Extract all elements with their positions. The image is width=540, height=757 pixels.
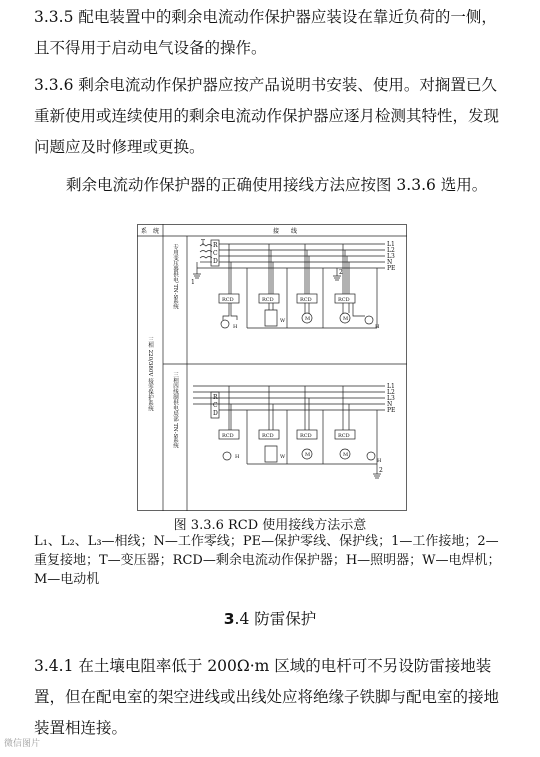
ground-label-2: 2 [339, 269, 343, 276]
rcd-label-7: RCD [300, 433, 312, 439]
motor-label-4: M [343, 452, 349, 458]
lamp-label-3: H [235, 454, 240, 460]
ground-label-2b: 2 [379, 467, 383, 474]
line-label-l3-2: L3 [387, 395, 395, 402]
row2-label: 三相四线制供电局部 TN-S系统 [172, 372, 178, 449]
section-heading [0, 607, 540, 629]
lamp-symbol-4 [367, 452, 375, 460]
line-label-pe-2: PE [387, 407, 396, 414]
rcd-label-2: RCD [262, 297, 274, 303]
welder-label-1: W [280, 318, 286, 324]
lamp-symbol-1 [221, 320, 229, 328]
clause-number: 3.3.6 [34, 76, 74, 94]
lamp-label-1: H [233, 324, 238, 330]
figure-caption: 图 3.3.6 RCD 使用接线方法示意 [173, 518, 367, 533]
lamp-symbol-3 [223, 452, 231, 460]
clause-text: 剩余电流动作保护器应按产品说明书安装、使用。对搁置已久重新使用或连续使用的剩余电流动作保护器应逐月检测其特性，发现问题应及时修理或更换。 [34, 76, 500, 156]
row2-circuit [193, 386, 385, 478]
line-label-n: N [387, 259, 393, 266]
motor-label-2: M [343, 316, 349, 322]
clause-3-4-1 [34, 651, 512, 744]
rcd-letter-c: C [213, 250, 218, 257]
rcd-label-1: RCD [222, 297, 234, 303]
line-label-l1-2: L1 [387, 383, 395, 390]
rcd-letter-c-2: C [213, 402, 218, 409]
head-wiring: 接 线 [272, 228, 298, 235]
line-label-pe: PE [387, 265, 396, 272]
line-label-l2: L2 [387, 247, 395, 254]
system-label: 三相 220/380V 接零保护系统 [147, 336, 153, 412]
clause-number: 3.3.5 [34, 8, 74, 26]
rcd-label-8: RCD [338, 433, 350, 439]
section-number: 3 [223, 610, 235, 628]
ground-label-1: 1 [191, 279, 195, 286]
clause-text: 配电装置中的剩余电流动作保护器应装设在靠近负荷的一侧，且不得用于启动电气设备的操作。 [34, 8, 497, 57]
clause-text: 在土壤电阻率低于 200Ω·m 区域的电杆可不另设防雷接地装置，但在配电室的架空进线或出线处应将绝缘子铁脚与配电室的接地装置相连接。 [34, 657, 500, 737]
section-number-rest: .4 [234, 610, 250, 628]
clause-3-3-5 [34, 2, 512, 64]
head-system: 系 统 [140, 228, 160, 235]
line-label-l1: L1 [387, 241, 395, 248]
line-label-l2-2: L2 [387, 389, 395, 396]
rcd-label-4: RCD [338, 297, 350, 303]
figure-intro: 剩余电流动作保护器的正确使用接线方法应按图 3.3.6 选用。 [66, 176, 488, 194]
rcd-label-6: RCD [262, 433, 274, 439]
section-title: 防雷保护 [254, 610, 317, 628]
motor-label-1: M [305, 316, 311, 322]
line-label-l3: L3 [387, 253, 395, 260]
lamp-label-4: H [377, 458, 382, 464]
row1-circuit [193, 240, 385, 328]
transformer-symbol [200, 245, 212, 263]
rcd-wiring-diagram [137, 224, 407, 511]
welder-label-2: W [280, 454, 286, 460]
clause-3-3-6 [34, 70, 512, 163]
lamp-label-2: H [375, 324, 380, 330]
watermark: 微信图片 [4, 739, 41, 749]
rcd-letter-d-2: D [213, 410, 218, 417]
line-label-n-2: N [387, 401, 393, 408]
row1-label: 专用变压器供电 TN-S系统 [172, 244, 178, 310]
rcd-letter-d: D [213, 258, 218, 265]
clause-number: 3.4.1 [34, 657, 74, 675]
figure-legend: L₁、L₂、L₃—相线；N—工作零线；PE—保护零线、保护线；1—工作接地；2—重复接地；T—变压器；RCD—剩余电流动作保护器；H—照明器；W—电焊机；M—电动机 [34, 534, 501, 587]
transformer-label: T [201, 239, 206, 246]
rcd-letter-r: R [213, 242, 218, 249]
rcd-label-3: RCD [300, 297, 312, 303]
rcd-letter-r-2: R [213, 394, 218, 401]
motor-label-3: M [305, 452, 311, 458]
rcd-label-5: RCD [222, 433, 234, 439]
lamp-symbol-2 [365, 316, 373, 324]
